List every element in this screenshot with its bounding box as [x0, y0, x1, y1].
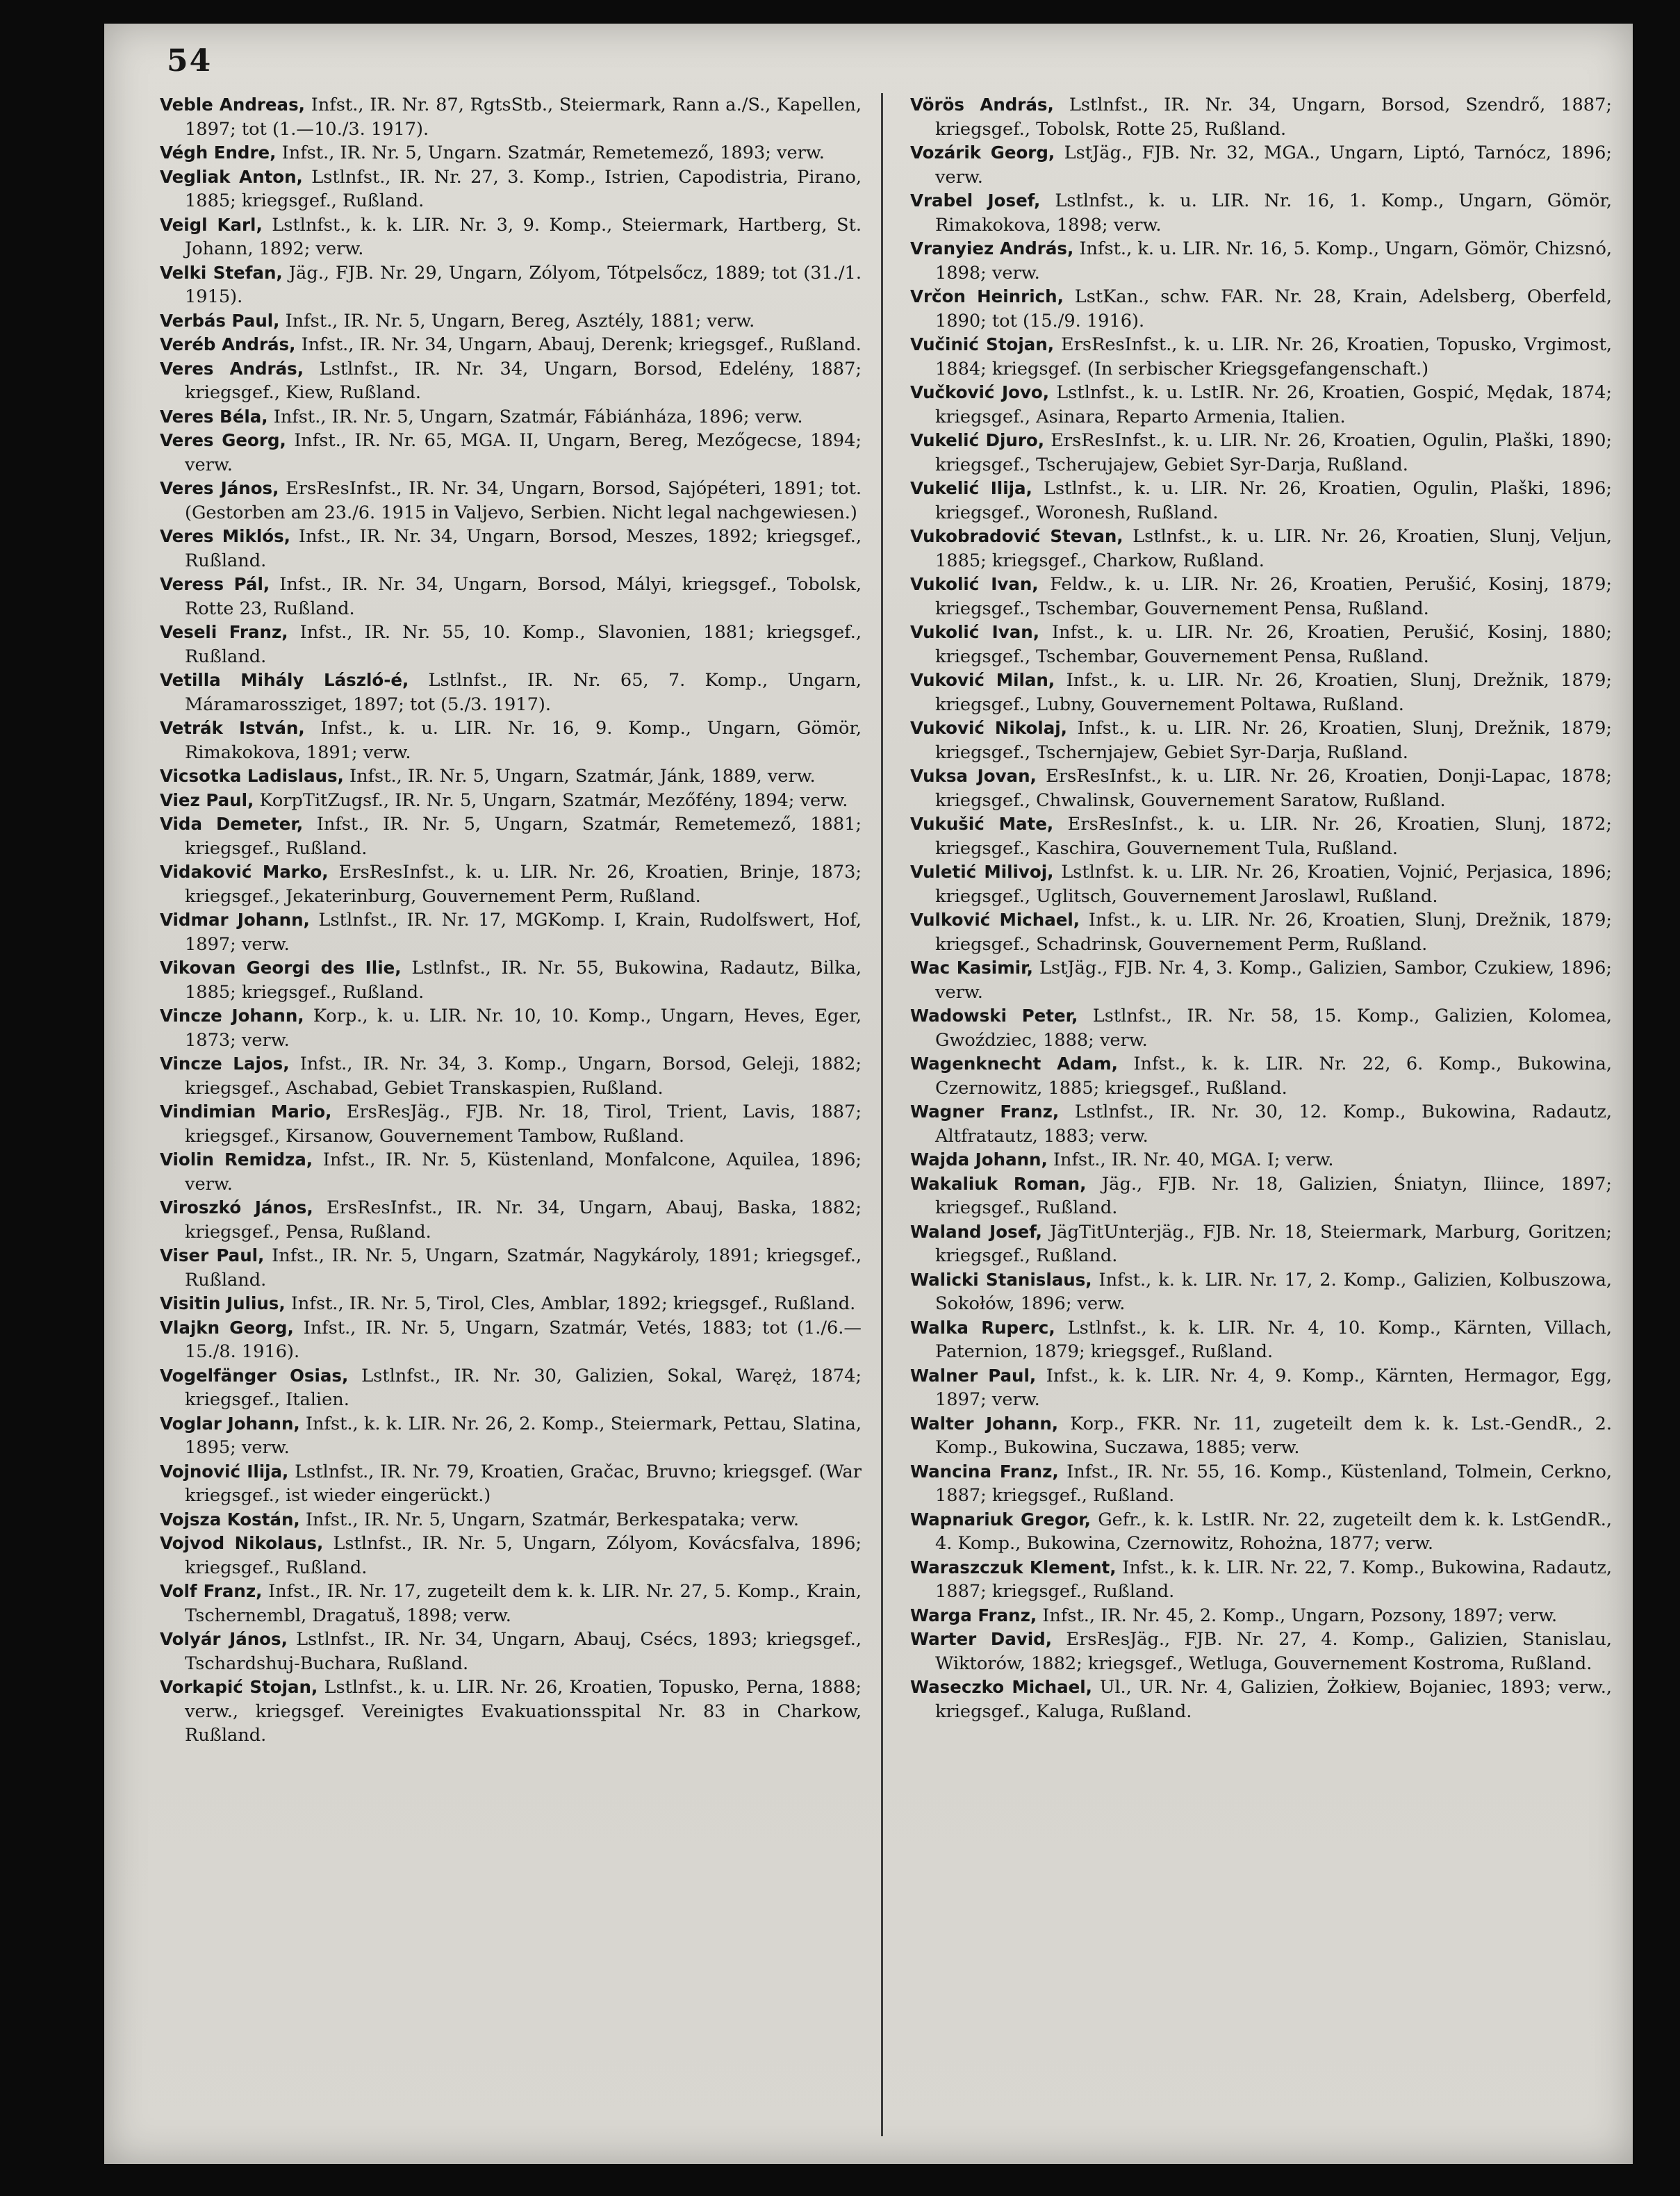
- register-entry: [160, 764, 862, 789]
- entry-name: Vorkapić Stojan,: [160, 1677, 318, 1697]
- register-entry: [160, 956, 862, 1004]
- entry-details: Infst., IR. Nr. 5, Ungarn, Szatmár, Fábiánháza, 1896; verw.: [267, 406, 803, 427]
- entry-name: Wagner Franz,: [910, 1101, 1060, 1122]
- entry-name: Vozárik Georg,: [910, 142, 1055, 163]
- entry-details: Infst., IR. Nr. 34, Ungarn, Borsod, Meszes, 1892; kriegsgef., Rußland.: [185, 526, 862, 571]
- register-entry: [910, 1364, 1612, 1412]
- register-entry: [910, 956, 1612, 1004]
- register-entry: [910, 237, 1612, 285]
- entry-details: Infst., IR. Nr. 5, Küstenland, Monfalcone, Aquilea, 1896; verw.: [185, 1149, 862, 1195]
- register-entry: [910, 1460, 1612, 1508]
- entry-details: Korp., k. u. LIR. Nr. 10, 10. Komp., Ungarn, Heves, Eger, 1873; verw.: [185, 1006, 862, 1051]
- register-entry: [160, 429, 862, 477]
- entry-name: Vlajkn Georg,: [160, 1317, 294, 1338]
- entry-details: Jäg., FJB. Nr. 29, Ungarn, Zólyom, Tótpelsőcz, 1889; tot (31./1. 1915).: [185, 262, 862, 307]
- entry-name: Veres Miklós,: [160, 526, 290, 546]
- register-entry: [910, 1220, 1612, 1268]
- entry-details: Feldw., k. u. LIR. Nr. 26, Kroatien, Perušić, Kosinj, 1879; kriegsgef., Tschembar, Gouvernement Pensa, Rußland.: [935, 574, 1612, 619]
- register-entry: [160, 621, 862, 669]
- register-entry: [160, 93, 862, 141]
- register-entry: [910, 1556, 1612, 1604]
- register-entry: [160, 1412, 862, 1460]
- register-entry: [910, 1004, 1612, 1052]
- entry-details: Infst., IR. Nr. 5, Ungarn, Szatmár, Jánk, 1889, verw.: [343, 766, 816, 787]
- entry-name: Veres András,: [160, 358, 304, 379]
- entry-name: Vranyiez András,: [910, 238, 1074, 259]
- register-entry: [160, 812, 862, 860]
- entry-name: Wac Kasimir,: [910, 958, 1033, 978]
- register-entry: [160, 525, 862, 573]
- entry-details: Lstlnfst., IR. Nr. 30, Galizien, Sokal, Waręż, 1874; kriegsgef., Italien.: [185, 1365, 862, 1410]
- register-entry: [910, 716, 1612, 764]
- register-entry: [160, 716, 862, 764]
- document-page: [104, 24, 1633, 2164]
- entry-details: Infst., k. u. LIR. Nr. 26, Kroatien, Perušić, Kosinj, 1880; kriegsgef., Tschembar, Gouvernement Pensa, Rußland.: [935, 622, 1612, 667]
- register-entry: [910, 93, 1612, 141]
- entry-details: Ul., UR. Nr. 4, Galizien, Żołkiew, Bojaniec, 1893; verw., kriegsgef., Kaluga, Rußland.: [935, 1677, 1612, 1722]
- entry-details: Infst., IR. Nr. 5, Ungarn. Szatmár, Remetemező, 1893; verw.: [276, 142, 825, 163]
- entry-name: Vojnović Ilija,: [160, 1461, 289, 1482]
- entry-details: Infst., IR. Nr. 34, Ungarn, Borsod, Mályi, kriegsgef., Tobolsk, Rotte 23, Rußland.: [185, 574, 862, 619]
- register-entry: [910, 1316, 1612, 1364]
- entry-name: Veres Béla,: [160, 406, 268, 427]
- register-entry: [910, 1268, 1612, 1316]
- entry-name: Vetilla Mihály László-é,: [160, 670, 409, 690]
- entry-details: ErsResInfst., k. u. LIR. Nr. 26, Kroatien, Brinje, 1873; kriegsgef., Jekaterinburg, Gouvernement Perm, Rußland.: [185, 862, 862, 907]
- register-entry: [160, 405, 862, 429]
- register-entry: [160, 1364, 862, 1412]
- entry-name: Vegliak Anton,: [160, 166, 303, 187]
- entry-details: Infst., IR. Nr. 55, 10. Komp., Slavonien, 1881; kriegsgef., Rußland.: [185, 622, 862, 667]
- entry-name: Walner Paul,: [910, 1365, 1037, 1386]
- entry-details: Infst., k. u. LIR. Nr. 16, 9. Komp., Ungarn, Gömör, Rimakokova, 1891; verw.: [185, 718, 862, 763]
- entry-details: LstKan., schw. FAR. Nr. 28, Krain, Adelsberg, Oberfeld, 1890; tot (15./9. 1916).: [935, 286, 1612, 331]
- entry-details: ErsResInfst., k. u. LIR. Nr. 26, Kroatien, Donji-Lapac, 1878; kriegsgef., Chwalinsk, Gouvernement Saratow, Rußland.: [935, 766, 1612, 811]
- entry-name: Vulković Michael,: [910, 910, 1080, 930]
- entry-details: Infst., IR. Nr. 5, Ungarn, Bereg, Asztély, 1881; verw.: [279, 310, 755, 331]
- entry-details: Lstlnfst., IR. Nr. 5, Ungarn, Zólyom, Kovácsfalva, 1896; kriegsgef., Rußland.: [185, 1533, 862, 1578]
- entry-name: Vuksa Jovan,: [910, 766, 1037, 786]
- entry-details: ErsResInfst., k. u. LIR. Nr. 26, Kroatien, Slunj, 1872; kriegsgef., Kaschira, Gouvernement Tula, Rußland.: [935, 814, 1612, 859]
- entry-details: Lstlnfst., k. u. LIR. Nr. 26, Kroatien, Ogulin, Plaški, 1896; kriegsgef., Woronesh, Rußland.: [935, 478, 1612, 523]
- entry-name: Wancina Franz,: [910, 1461, 1059, 1482]
- entry-name: Vogelfänger Osias,: [160, 1365, 349, 1386]
- entry-name: Viez Paul,: [160, 789, 254, 810]
- entry-details: Infst., k. k. LIR. Nr. 17, 2. Komp., Galizien, Kolbuszowa, Sokołów, 1896; verw.: [935, 1269, 1612, 1314]
- register-entry: [160, 357, 862, 405]
- entry-name: Volyár János,: [160, 1629, 288, 1649]
- entry-name: Vukolić Ivan,: [910, 574, 1039, 594]
- register-entry: [160, 1292, 862, 1316]
- register-entry: [910, 333, 1612, 381]
- register-entry: [160, 1532, 862, 1580]
- entry-name: Waraszczuk Klement,: [910, 1557, 1117, 1578]
- entry-details: Lstlnfst., IR. Nr. 30, 12. Komp., Bukowina, Radautz, Altfratautz, 1883; verw.: [935, 1101, 1613, 1147]
- entry-details: ErsResInfst., IR. Nr. 34, Ungarn, Abauj, Baska, 1882; kriegsgef., Pensa, Rußland.: [185, 1197, 862, 1243]
- entry-details: ErsResJäg., FJB. Nr. 18, Tirol, Trient, Lavis, 1887; kriegsgef., Kirsanow, Gouvernement Tambow, Rußland.: [185, 1101, 862, 1147]
- entry-name: Wapnariuk Gregor,: [910, 1509, 1091, 1530]
- entry-name: Veigl Karl,: [160, 214, 263, 235]
- register-entry: [910, 1100, 1612, 1148]
- entry-details: JägTitUnterjäg., FJB. Nr. 18, Steiermark, Marburg, Goritzen; kriegsgef., Rußland.: [935, 1221, 1612, 1266]
- entry-name: Vučinić Stojan,: [910, 334, 1055, 354]
- entry-details: ErsResInfst., k. u. LIR. Nr. 26, Kroatien, Ogulin, Plaški, 1890; kriegsgef., Tscherujajew, Gebiet Syr-Darja, Rußland.: [935, 430, 1612, 475]
- entry-details: Lstlnfst., IR. Nr. 34, Ungarn, Borsod, Szendrő, 1887; kriegsgef., Tobolsk, Rotte 25, Rußland.: [935, 95, 1612, 140]
- entry-details: Lstlnfst., IR. Nr. 58, 15. Komp., Galizien, Kolomea, Gwoździec, 1888; verw.: [935, 1006, 1612, 1051]
- register-entry: [160, 908, 862, 956]
- entry-details: Lstlnfst., IR. Nr. 34, Ungarn, Abauj, Csécs, 1893; kriegsgef., Tschardshuj-Buchara, Rußland.: [185, 1629, 862, 1674]
- entry-name: Vikovan Georgi des Ilie,: [160, 958, 402, 978]
- register-entry: [910, 860, 1612, 908]
- entry-details: Jäg., FJB. Nr. 18, Galizien, Śniatyn, Iliince, 1897; kriegsgef., Rußland.: [935, 1173, 1612, 1218]
- register-entry: [160, 1196, 862, 1244]
- register-entry: [160, 1052, 862, 1100]
- entry-details: Infst., IR. Nr. 45, 2. Komp., Ungarn, Pozsony, 1897; verw.: [1037, 1605, 1558, 1626]
- register-entry: [910, 429, 1612, 477]
- register-entry: [910, 669, 1612, 716]
- entry-name: Vincze Johann,: [160, 1006, 304, 1026]
- entry-name: Walicki Stanislaus,: [910, 1269, 1092, 1290]
- entry-details: Infst., IR. Nr. 87, RgtsStb., Steiermark, Rann a./S., Kapellen, 1897; tot (1.—10./3. 1917).: [185, 95, 862, 140]
- register-entry: [160, 789, 862, 813]
- entry-details: Lstlnfst., IR. Nr. 34, Ungarn, Borsod, Edelény, 1887; kriegsgef., Kiew, Rußland.: [185, 358, 862, 403]
- entry-name: Walter Johann,: [910, 1413, 1059, 1434]
- right-column: [910, 93, 1612, 1723]
- entry-name: Wajda Johann,: [910, 1149, 1048, 1170]
- entry-details: Infst., IR. Nr. 34, Ungarn, Abauj, Derenk; kriegsgef., Rußland.: [295, 334, 862, 355]
- entry-details: Lstlnfst., k. k. LIR. Nr. 3, 9. Komp., Steiermark, Hartberg, St. Johann, 1892; verw.: [185, 214, 862, 259]
- entry-details: Infst., k. k. LIR. Nr. 4, 9. Komp., Kärnten, Hermagor, Egg, 1897; verw.: [935, 1365, 1612, 1410]
- entry-name: Vojsza Kostán,: [160, 1509, 300, 1530]
- entry-name: Vida Demeter,: [160, 814, 304, 834]
- register-entry: [160, 1148, 862, 1196]
- entry-details: ErsResInfst., IR. Nr. 34, Ungarn, Borsod, Sajópéteri, 1891; tot. (Gestorben am 23./6. 1915 in Valjevo, Serbien. Nicht legal nachgewiesen.): [185, 478, 862, 523]
- entry-details: Infst., IR. Nr. 40, MGA. I; verw.: [1047, 1149, 1334, 1170]
- entry-details: Lstlnfst., k. u. LIR. Nr. 26, Kroatien, Topusko, Perna, 1888; verw., kriegsgef. Vereinigtes Evakuationsspital Nr. 83 in Charkow, Rußland.: [185, 1677, 862, 1746]
- register-entry: [160, 261, 862, 309]
- register-entry: [910, 285, 1612, 333]
- register-entry: [160, 860, 862, 908]
- register-entry: [910, 908, 1612, 956]
- register-entry: [910, 812, 1612, 860]
- register-entry: [160, 309, 862, 334]
- register-entry: [160, 1580, 862, 1628]
- entry-name: Vidmar Johann,: [160, 910, 310, 930]
- register-entry: [910, 477, 1612, 525]
- entry-details: Lstlnfst., IR. Nr. 17, MGKomp. I, Krain, Rudolfswert, Hof, 1897; verw.: [185, 910, 862, 955]
- register-entry: [160, 669, 862, 716]
- entry-details: Infst., IR. Nr. 55, 16. Komp., Küstenland, Tolmein, Cerkno, 1887; kriegsgef., Rußland.: [935, 1461, 1612, 1506]
- column-divider: [881, 93, 883, 2136]
- register-entry: [160, 1316, 862, 1364]
- page-number: 54: [167, 43, 213, 79]
- entry-name: Vukobradović Stevan,: [910, 526, 1123, 546]
- register-entry: [160, 165, 862, 213]
- entry-name: Wadowski Peter,: [910, 1006, 1078, 1026]
- entry-name: Vörös András,: [910, 95, 1054, 115]
- entry-details: Infst., IR. Nr. 65, MGA. II, Ungarn, Bereg, Mezőgecse, 1894; verw.: [185, 430, 862, 475]
- entry-name: Velki Stefan,: [160, 262, 283, 283]
- entry-name: Warter David,: [910, 1629, 1053, 1649]
- register-entry: [160, 1004, 862, 1052]
- entry-details: Infst., k. k. LIR. Nr. 22, 6. Komp., Bukowina, Czernowitz, 1885; kriegsgef., Rußland.: [935, 1054, 1612, 1099]
- entry-name: Vidaković Marko,: [160, 862, 329, 882]
- entry-name: Vicsotka Ladislaus,: [160, 766, 344, 786]
- entry-name: Visitin Julius,: [160, 1293, 286, 1313]
- entry-name: Vuković Milan,: [910, 670, 1055, 690]
- register-entry: [910, 141, 1612, 189]
- register-entry: [160, 333, 862, 357]
- entry-name: Veble Andreas,: [160, 95, 305, 115]
- register-entry: [910, 525, 1612, 573]
- entry-details: ErsResInfst., k. u. LIR. Nr. 26, Kroatien, Topusko, Vrgimost, 1884; kriegsgef. (In serbischer Kriegsgefangenschaft.): [935, 334, 1612, 379]
- entry-name: Vrabel Josef,: [910, 190, 1041, 211]
- register-entry: [160, 1460, 862, 1508]
- register-entry: [160, 1244, 862, 1292]
- register-entry: [910, 621, 1612, 669]
- register-entry: [910, 1628, 1612, 1675]
- entry-details: Lstlnfst., k. k. LIR. Nr. 4, 10. Komp., Kärnten, Villach, Paternion, 1879; kriegsgef., Rußland.: [935, 1317, 1612, 1362]
- entry-name: Violin Remidza,: [160, 1149, 313, 1170]
- register-entry: [910, 1508, 1612, 1556]
- entry-name: Vuković Nikolaj,: [910, 718, 1067, 738]
- entry-name: Walka Ruperc,: [910, 1317, 1055, 1338]
- register-entry: [160, 1508, 862, 1532]
- entry-details: Lstlnfst. k. u. LIR. Nr. 26, Kroatien, Vojnić, Perjasica, 1896; kriegsgef., Uglitsch, Gouvernement Jaroslawl, Rußland.: [935, 862, 1612, 907]
- register-entry: [910, 1148, 1612, 1172]
- entry-details: Infst., k. k. LIR. Nr. 26, 2. Komp., Steiermark, Pettau, Slatina, 1895; verw.: [185, 1413, 862, 1458]
- entry-name: Waseczko Michael,: [910, 1677, 1092, 1697]
- entry-details: Infst., IR. Nr. 5, Ungarn, Szatmár, Berkespataka; verw.: [299, 1509, 800, 1530]
- entry-details: Lstlnfst., k. u. LIR. Nr. 26, Kroatien, Slunj, Veljun, 1885; kriegsgef., Charkow, Rußland.: [935, 526, 1612, 571]
- entry-details: Lstlnfst., IR. Nr. 65, 7. Komp., Ungarn, Máramarossziget, 1897; tot (5./3. 1917).: [185, 670, 862, 715]
- entry-details: Lstlnfst., IR. Nr. 79, Kroatien, Gračac, Bruvno; kriegsgef. (War kriegsgef., ist wieder eingerückt.): [185, 1461, 862, 1506]
- entry-details: Korp., FKR. Nr. 11, zugeteilt dem k. k. Lst.-GendR., 2. Komp., Bukowina, Suczawa, 1885; verw.: [935, 1413, 1612, 1458]
- entry-name: Verbás Paul,: [160, 310, 280, 331]
- entry-details: Infst., IR. Nr. 5, Ungarn, Szatmár, Nagykároly, 1891; kriegsgef., Rußland.: [185, 1245, 862, 1290]
- register-entry: [910, 764, 1612, 812]
- register-entry: [910, 1052, 1612, 1100]
- entry-details: LstJäg., FJB. Nr. 4, 3. Komp., Galizien, Sambor, Czukiew, 1896; verw.: [935, 958, 1612, 1003]
- entry-name: Volf Franz,: [160, 1581, 263, 1601]
- entry-details: Infst., IR. Nr. 5, Ungarn, Szatmár, Remetemező, 1881; kriegsgef., Rußland.: [185, 814, 862, 859]
- entry-name: Vukelić Djuro,: [910, 430, 1045, 450]
- entry-details: Infst., k. u. LIR. Nr. 26, Kroatien, Slunj, Drežnik, 1879; kriegsgef., Tschernjajew, Gebiet Syr-Darja, Rußland.: [935, 718, 1612, 763]
- entry-details: Infst., IR. Nr. 34, 3. Komp., Ungarn, Borsod, Geleji, 1882; kriegsgef., Aschabad, Gebiet Transkaspien, Rußland.: [185, 1054, 862, 1099]
- entry-name: Waland Josef,: [910, 1221, 1042, 1242]
- register-entry: [160, 213, 862, 261]
- entry-name: Vetrák István,: [160, 718, 305, 738]
- register-entry: [160, 1675, 862, 1748]
- entry-name: Veseli Franz,: [160, 622, 288, 642]
- entry-name: Vindimian Mario,: [160, 1101, 332, 1122]
- entry-details: KorpTitZugsf., IR. Nr. 5, Ungarn, Szatmár, Mezőfény, 1894; verw.: [254, 789, 848, 811]
- register-entry: [910, 573, 1612, 621]
- entry-name: Vrčon Heinrich,: [910, 286, 1064, 306]
- entry-name: Warga Franz,: [910, 1605, 1037, 1625]
- entry-name: Wagenknecht Adam,: [910, 1054, 1118, 1074]
- entry-details: Infst., k. u. LIR. Nr. 16, 5. Komp., Ungarn, Gömör, Chizsnó, 1898; verw.: [935, 238, 1612, 284]
- register-entry: [160, 1628, 862, 1675]
- entry-name: Végh Endre,: [160, 142, 277, 163]
- entry-details: Lstlnfst., k. u. LstIR. Nr. 26, Kroatien, Gospić, Mędak, 1874; kriegsgef., Asinara, Reparto Armenia, Italien.: [935, 382, 1612, 427]
- register-entry: [160, 141, 862, 165]
- entry-details: ErsResJäg., FJB. Nr. 27, 4. Komp., Galizien, Stanislau, Wiktorów, 1882; kriegsgef., Wetluga, Gouvernement Kostroma, Rußland.: [935, 1629, 1612, 1674]
- entry-details: Infst., k. u. LIR. Nr. 26, Kroatien, Slunj, Drežnik, 1879; kriegsgef., Lubny, Gouvernement Poltawa, Rußland.: [935, 670, 1612, 715]
- entry-details: Gefr., k. k. LstIR. Nr. 22, zugeteilt dem k. k. LstGendR., 4. Komp., Bukowina, Czernowitz, Rohożna, 1877; verw.: [935, 1509, 1612, 1554]
- left-column: [160, 93, 862, 1748]
- entry-details: Lstlnfst., k. u. LIR. Nr. 16, 1. Komp., Ungarn, Gömör, Rimakokova, 1898; verw.: [935, 190, 1613, 236]
- register-entry: [910, 1172, 1612, 1220]
- entry-details: Infst., IR. Nr. 5, Tirol, Cles, Amblar, 1892; kriegsgef., Rußland.: [285, 1293, 856, 1314]
- entry-name: Veres Georg,: [160, 430, 286, 450]
- register-entry: [910, 381, 1612, 429]
- register-entry: [160, 1100, 862, 1148]
- entry-name: Vuletić Milivoj,: [910, 862, 1054, 882]
- entry-details: Infst., k. u. LIR. Nr. 26, Kroatien, Slunj, Drežnik, 1879; kriegsgef., Schadrinsk, Gouvernement Perm, Rußland.: [935, 910, 1612, 955]
- entry-name: Vukolić Ivan,: [910, 622, 1040, 642]
- register-entry: [160, 573, 862, 621]
- entry-name: Veress Pál,: [160, 574, 270, 594]
- register-entry: [910, 1412, 1612, 1460]
- register-entry: [910, 189, 1612, 237]
- entry-name: Voglar Johann,: [160, 1413, 300, 1434]
- register-entry: [160, 477, 862, 525]
- entry-name: Veres János,: [160, 478, 279, 498]
- entry-details: Infst., k. k. LIR. Nr. 22, 7. Komp., Bukowina, Radautz, 1887; kriegsgef., Rußland.: [935, 1557, 1613, 1602]
- entry-name: Vukušić Mate,: [910, 814, 1054, 834]
- entry-name: Viser Paul,: [160, 1245, 265, 1265]
- entry-name: Vukelić Ilija,: [910, 478, 1032, 498]
- entry-details: Lstlnfst., IR. Nr. 27, 3. Komp., Istrien, Capodistria, Pirano, 1885; kriegsgef., Rußland.: [185, 166, 862, 211]
- register-entry: [910, 1604, 1612, 1628]
- entry-name: Vojvod Nikolaus,: [160, 1533, 324, 1553]
- entry-details: Infst., IR. Nr. 5, Ungarn, Szatmár, Vetés, 1883; tot (1./6.—15./8. 1916).: [185, 1317, 862, 1362]
- entry-name: Vučković Jovo,: [910, 382, 1050, 402]
- entry-details: Lstlnfst., IR. Nr. 55, Bukowina, Radautz, Bilka, 1885; kriegsgef., Rußland.: [185, 958, 862, 1003]
- entry-name: Vincze Lajos,: [160, 1054, 290, 1074]
- entry-name: Viroszkó János,: [160, 1197, 313, 1218]
- entry-name: Veréb András,: [160, 334, 296, 354]
- entry-details: Infst., IR. Nr. 17, zugeteilt dem k. k. LIR. Nr. 27, 5. Komp., Krain, Tschernembl, Dragatuš, 1898; verw.: [185, 1581, 862, 1626]
- entry-name: Wakaliuk Roman,: [910, 1173, 1087, 1194]
- register-entry: [910, 1675, 1612, 1723]
- entry-details: LstJäg., FJB. Nr. 32, MGA., Ungarn, Liptó, Tarnócz, 1896; verw.: [935, 142, 1612, 188]
